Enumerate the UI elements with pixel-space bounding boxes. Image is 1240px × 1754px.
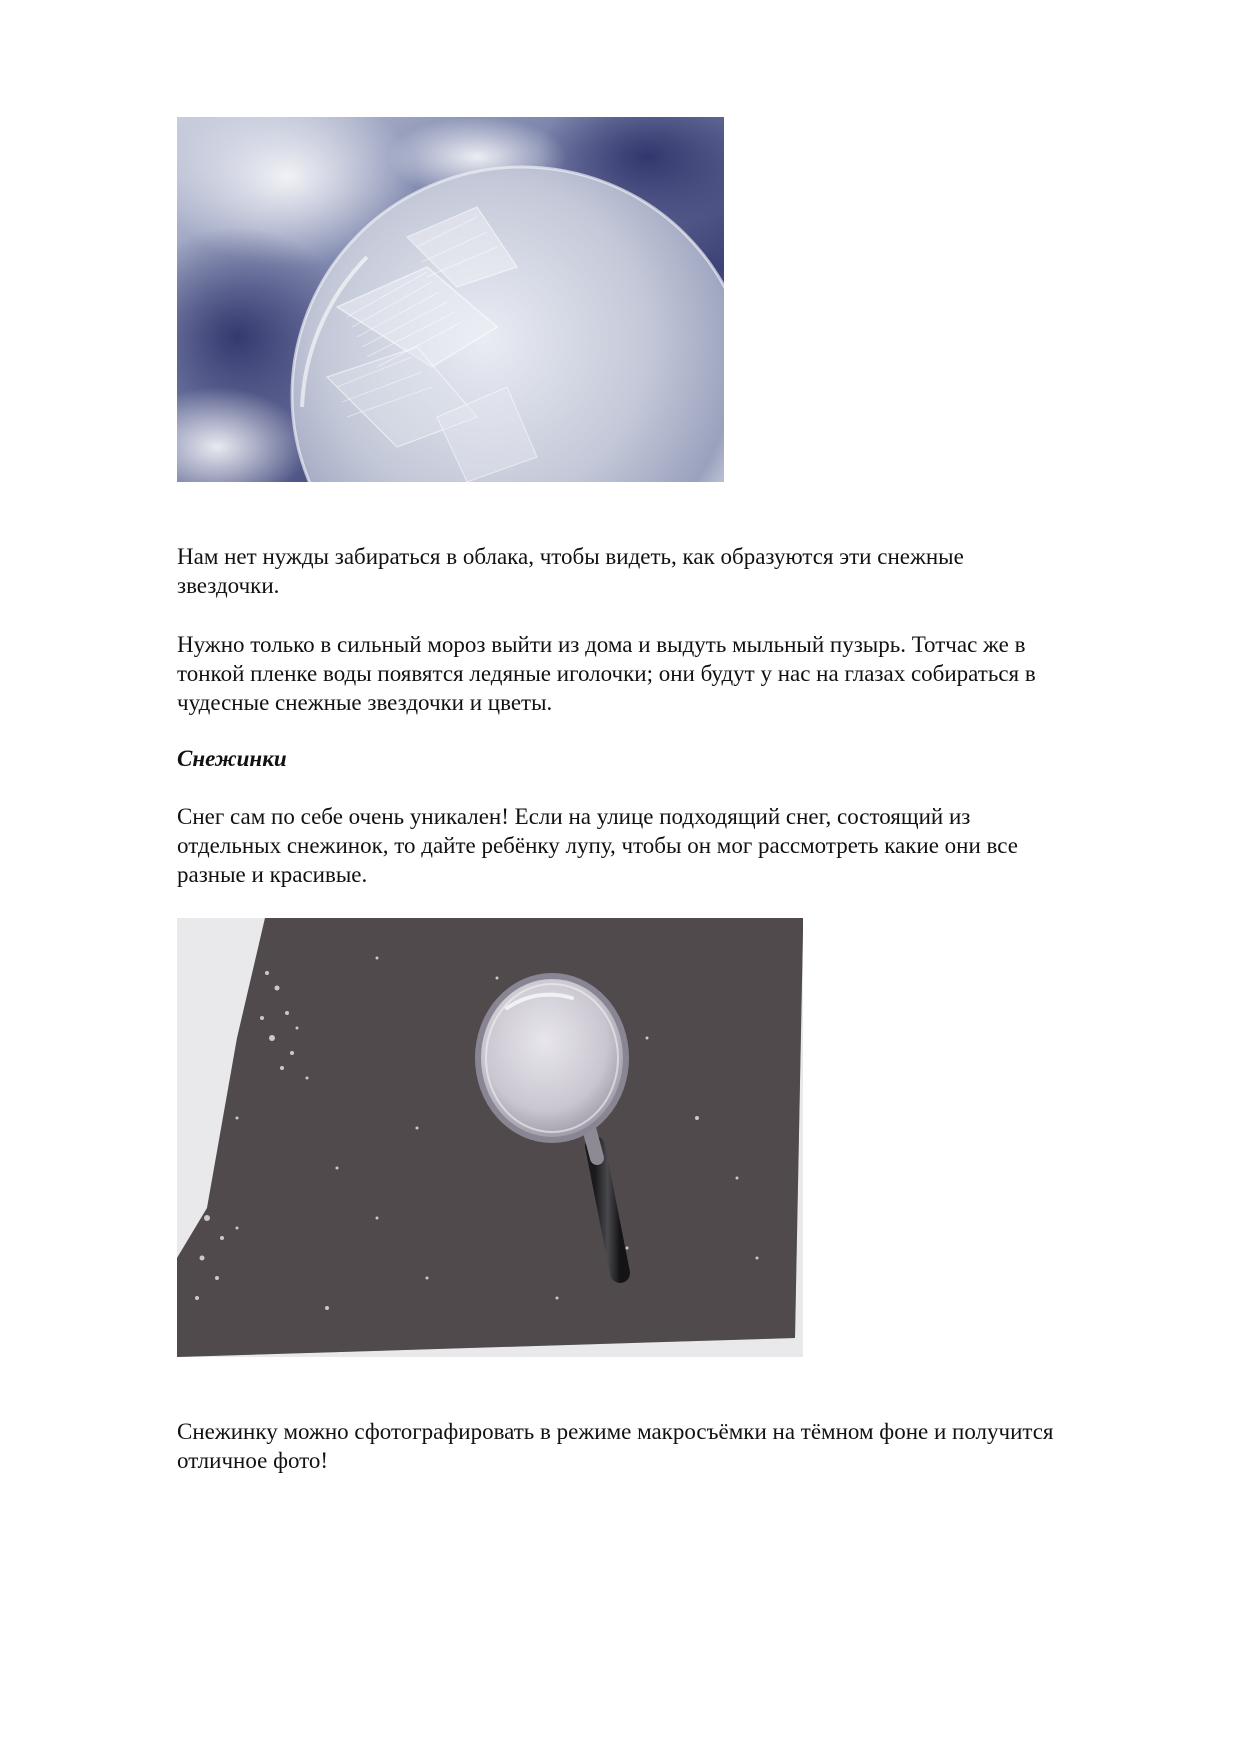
frozen-bubble-photo	[177, 117, 724, 482]
paragraph-line: отличное фото!	[177, 1448, 329, 1473]
paragraph-line: звездочки.	[177, 573, 280, 598]
paragraph-soap-bubble	[177, 630, 1157, 717]
paragraph-line: отдельных снежинок, то дайте ребёнку лупу, чтобы он мог рассмотреть какие они все	[177, 833, 1018, 858]
paragraph-line: Снег сам по себе очень уникален! Если на улице подходящий снег, состоящий из	[177, 804, 971, 829]
frozen-bubble-image	[177, 117, 724, 482]
paragraph-line: разные и красивые.	[177, 862, 368, 887]
paragraph-intro	[177, 542, 1157, 600]
paragraph-line: Снежинку можно сфотографировать в режиме макросъёмки на тёмном фоне и получится	[177, 1419, 1054, 1444]
magnifier-on-board-photo	[177, 918, 803, 1357]
paragraph-macro-photo	[177, 1417, 1157, 1475]
section-heading: Снежинки	[177, 746, 287, 771]
paragraph-line: тонкой пленке воды появятся ледяные иголочки; они будут у нас на глазах собираться в	[177, 661, 1036, 686]
magnifier-on-board-image	[177, 918, 803, 1357]
paragraph-line: чудесные снежные звездочки и цветы.	[177, 690, 553, 715]
paragraph-snow-unique	[177, 802, 1157, 889]
paragraph-line: Нужно только в сильный мороз выйти из дома и выдуть мыльный пузырь. Тотчас же в	[177, 632, 1026, 657]
paragraph-line: Нам нет нужды забираться в облака, чтобы видеть, как образуются эти снежные	[177, 544, 964, 569]
